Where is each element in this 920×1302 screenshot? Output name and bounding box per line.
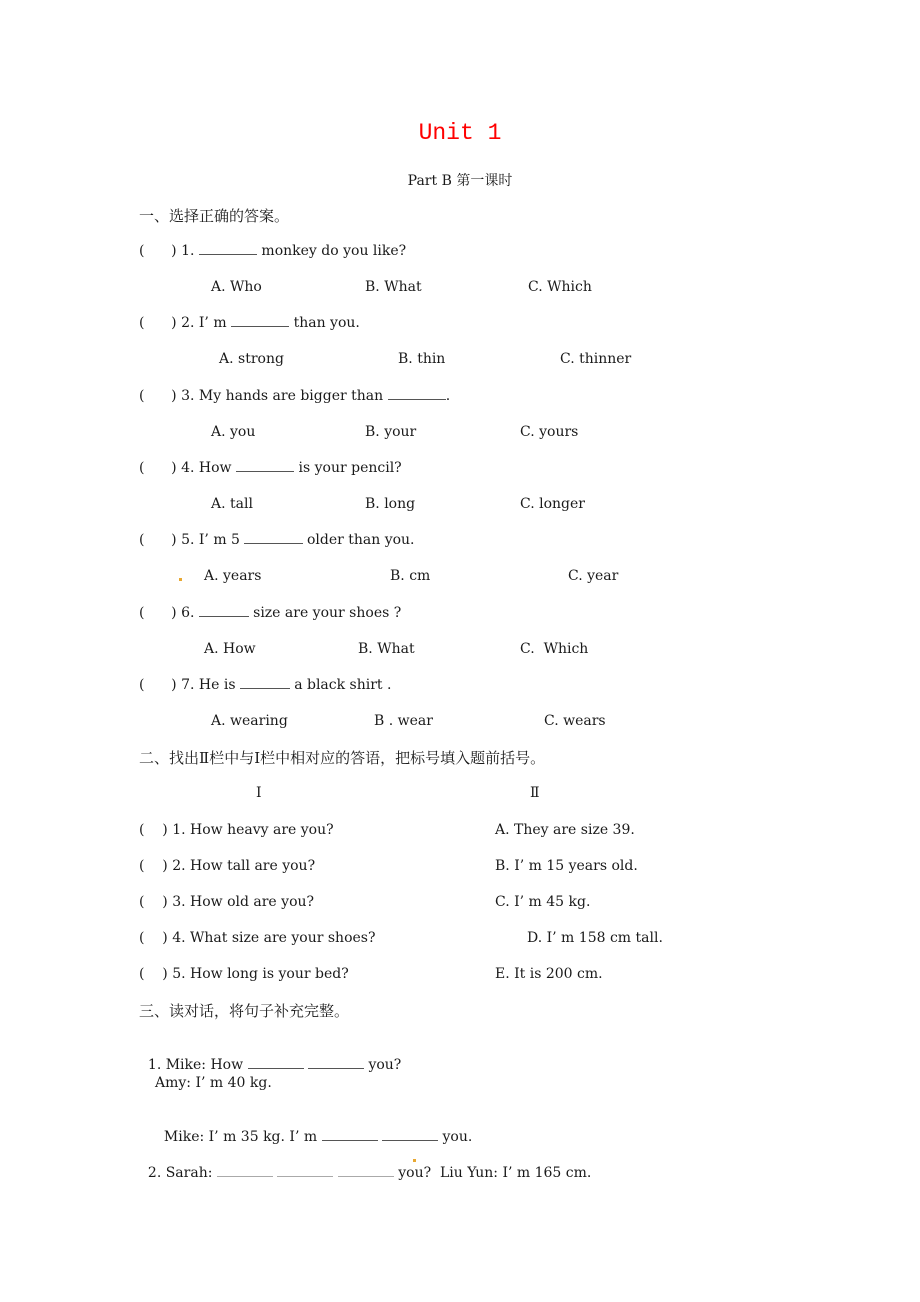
matching-question bbox=[139, 929, 375, 947]
answer-blank[interactable] bbox=[277, 1164, 333, 1177]
option-a[interactable]: A. wearing bbox=[211, 713, 288, 729]
stray-mark bbox=[413, 1159, 416, 1162]
option-c[interactable]: C. yours bbox=[520, 424, 579, 440]
answer-blank[interactable] bbox=[322, 1128, 378, 1141]
option-c[interactable]: C. wears bbox=[544, 713, 606, 729]
matching-answer: A. They are size 39. bbox=[495, 822, 635, 838]
question-text: size are your shoes ? bbox=[248, 605, 402, 621]
question-row bbox=[139, 676, 391, 694]
matching-question bbox=[139, 821, 334, 839]
dialog-text: you? bbox=[364, 1057, 402, 1073]
answer-blank[interactable] bbox=[308, 1056, 364, 1069]
option-a[interactable]: A. How bbox=[204, 641, 256, 657]
matching-question bbox=[139, 857, 315, 875]
question-text: 3. How old are you? bbox=[172, 894, 315, 910]
answer-blank[interactable] bbox=[382, 1128, 438, 1141]
option-b[interactable]: B. What bbox=[358, 641, 415, 657]
option-a[interactable]: A. strong bbox=[219, 351, 284, 367]
question-row bbox=[139, 314, 360, 332]
question-text: How bbox=[198, 460, 236, 476]
question-number: 2. bbox=[181, 315, 195, 331]
answer-bracket[interactable]: ( ) bbox=[139, 532, 177, 548]
question-row bbox=[139, 531, 415, 549]
answer-bracket[interactable]: ( ) bbox=[139, 822, 168, 838]
dialog-line-4 bbox=[139, 1146, 591, 1182]
matching-question bbox=[139, 965, 349, 983]
question-number: 7. bbox=[181, 677, 195, 693]
matching-answer: E. It is 200 cm. bbox=[495, 966, 603, 982]
question-text: 4. What size are your shoes? bbox=[172, 930, 376, 946]
question-text: is your pencil? bbox=[294, 460, 402, 476]
answer-blank[interactable] bbox=[388, 387, 446, 400]
question-row bbox=[139, 604, 401, 622]
dialog-text: you? Liu Yun: I’ m 165 cm. bbox=[398, 1165, 592, 1181]
answer-blank[interactable] bbox=[244, 531, 302, 544]
option-c[interactable]: C. Which bbox=[520, 641, 589, 657]
dialog-text: 2. Sarah: bbox=[147, 1165, 217, 1181]
question-text: I’ m bbox=[198, 315, 232, 331]
answer-blank[interactable] bbox=[338, 1164, 394, 1177]
matching-answer: B. I’ m 15 years old. bbox=[495, 858, 638, 874]
question-row bbox=[139, 387, 450, 405]
section1-heading: 一、选择正确的答案。 bbox=[139, 207, 290, 225]
answer-blank[interactable] bbox=[236, 459, 294, 472]
question-text: 2. How tall are you? bbox=[172, 858, 316, 874]
matching-question bbox=[139, 893, 314, 911]
option-c[interactable]: C. Which bbox=[528, 279, 592, 295]
question-text: He is bbox=[198, 677, 240, 693]
answer-bracket[interactable]: ( ) bbox=[139, 243, 177, 259]
column2-header: Ⅱ bbox=[530, 785, 540, 801]
matching-answer: C. I’ m 45 kg. bbox=[495, 894, 591, 910]
answer-blank[interactable] bbox=[217, 1164, 273, 1177]
dialog-text: you. bbox=[438, 1129, 473, 1145]
dialog-text: 1. Mike: How bbox=[147, 1057, 248, 1073]
column1-header: Ⅰ bbox=[256, 785, 262, 801]
option-b[interactable]: B. your bbox=[365, 424, 417, 440]
answer-bracket[interactable]: ( ) bbox=[139, 605, 177, 621]
answer-bracket[interactable]: ( ) bbox=[139, 388, 177, 404]
answer-blank[interactable] bbox=[199, 242, 257, 255]
dialog-line-3 bbox=[155, 1110, 472, 1146]
option-a[interactable]: A. tall bbox=[211, 496, 253, 512]
answer-bracket[interactable]: ( ) bbox=[139, 858, 168, 874]
dialog-line-1 bbox=[139, 1038, 401, 1074]
answer-blank[interactable] bbox=[240, 676, 290, 689]
section2-heading: 二、找出Ⅱ栏中与Ⅰ栏中相对应的答语，把标号填入题前括号。 bbox=[139, 749, 546, 767]
answer-blank[interactable] bbox=[199, 604, 249, 617]
option-b[interactable]: B. thin bbox=[398, 351, 446, 367]
question-row bbox=[139, 459, 402, 477]
option-b[interactable]: B . wear bbox=[374, 713, 433, 729]
answer-bracket[interactable]: ( ) bbox=[139, 677, 177, 693]
answer-blank[interactable] bbox=[231, 314, 289, 327]
question-text: . bbox=[445, 388, 451, 404]
answer-bracket[interactable]: ( ) bbox=[139, 315, 177, 331]
page-subtitle: Part B 第一课时 bbox=[407, 173, 513, 189]
option-b[interactable]: B. long bbox=[365, 496, 416, 512]
section3-heading: 三、读对话，将句子补充完整。 bbox=[139, 1002, 350, 1020]
option-c[interactable]: C. thinner bbox=[560, 351, 632, 367]
option-c[interactable]: C. year bbox=[568, 568, 619, 584]
dialog-line-2: Amy: I’ m 40 kg. bbox=[155, 1075, 272, 1091]
option-b[interactable]: B. What bbox=[365, 279, 422, 295]
option-a[interactable]: A. Who bbox=[211, 279, 262, 295]
answer-bracket[interactable]: ( ) bbox=[139, 930, 168, 946]
question-text: a black shirt . bbox=[289, 677, 392, 693]
question-number: 4. bbox=[181, 460, 195, 476]
answer-bracket[interactable]: ( ) bbox=[139, 460, 177, 476]
question-number: 1. bbox=[181, 243, 195, 259]
answer-bracket[interactable]: ( ) bbox=[139, 966, 168, 982]
option-a[interactable]: A. years bbox=[204, 568, 262, 584]
question-text: than you. bbox=[289, 315, 360, 331]
matching-answer: D. I’ m 158 cm tall. bbox=[527, 930, 663, 946]
answer-blank[interactable] bbox=[248, 1056, 304, 1069]
option-b[interactable]: B. cm bbox=[390, 568, 431, 584]
question-text: I’ m 5 bbox=[198, 532, 245, 548]
stray-mark bbox=[179, 578, 182, 581]
question-number: 3. bbox=[181, 388, 195, 404]
page-title: Unit 1 bbox=[418, 120, 502, 146]
answer-bracket[interactable]: ( ) bbox=[139, 894, 168, 910]
question-number: 5. bbox=[181, 532, 195, 548]
dialog-text: Mike: I’ m 35 kg. I’ m bbox=[163, 1129, 322, 1145]
question-row bbox=[139, 242, 406, 260]
question-text: monkey do you like? bbox=[256, 243, 407, 259]
question-text: 5. How long is your bed? bbox=[172, 966, 349, 982]
question-text: My hands are bigger than bbox=[198, 388, 388, 404]
question-number: 6. bbox=[181, 605, 195, 621]
question-text: 1. How heavy are you? bbox=[172, 822, 334, 838]
option-a[interactable]: A. you bbox=[211, 424, 256, 440]
question-text: older than you. bbox=[302, 532, 415, 548]
option-c[interactable]: C. longer bbox=[520, 496, 585, 512]
